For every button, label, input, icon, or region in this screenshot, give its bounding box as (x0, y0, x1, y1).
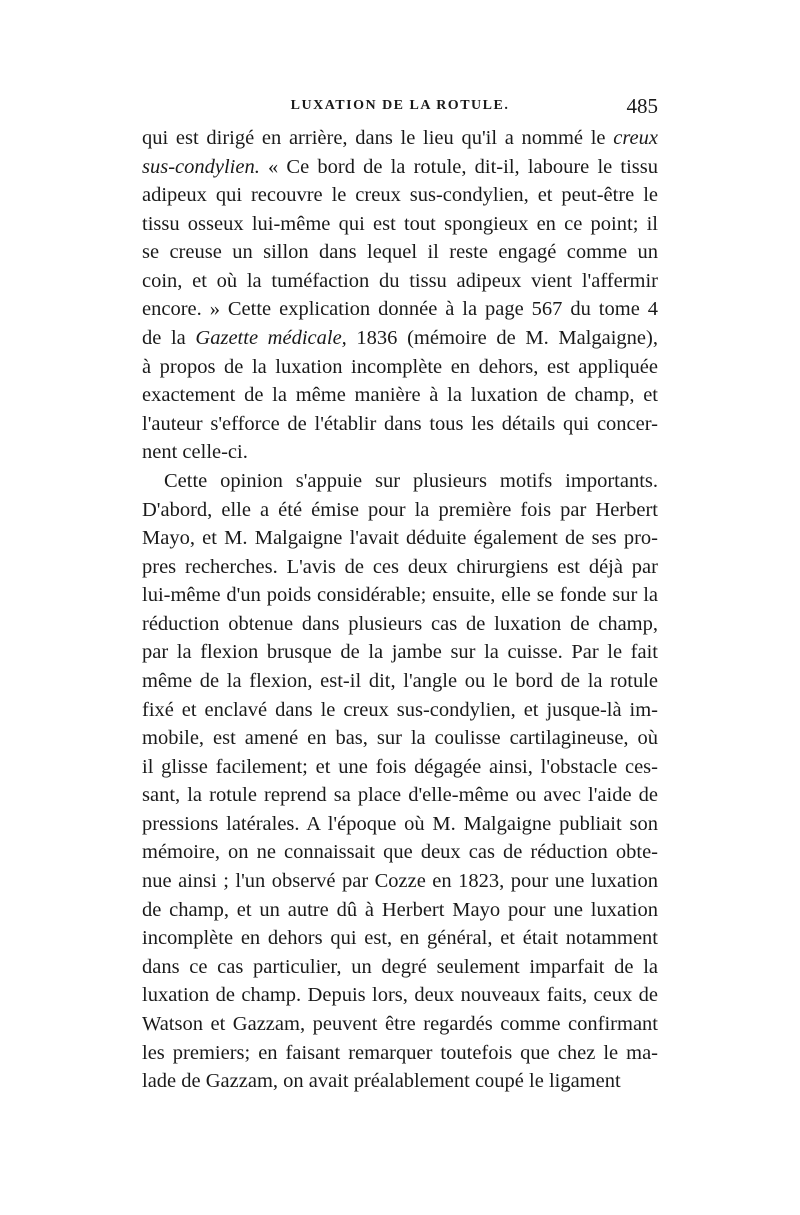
text-line (142, 953, 658, 982)
line-text: luxation de champ. Depuis lors, deux nouveaux faits, ceux de (142, 984, 658, 1007)
text-line (142, 467, 658, 496)
text-line (142, 153, 658, 182)
line-text: dans ce cas particulier, un degré seulement imparfait de la (142, 955, 658, 978)
text-line (142, 610, 658, 639)
body-text (142, 124, 658, 1096)
text-line (142, 1010, 658, 1039)
line-text: lui-même d'un poids considérable; ensuite, elle se fonde sur la (142, 584, 658, 607)
line-text: réduction obtenue dans plusieurs cas de luxation de champ, (142, 612, 658, 635)
text-line (142, 353, 658, 382)
line-text: de la (142, 327, 196, 350)
text-line (142, 438, 658, 467)
italic-text: Gazette médicale, (195, 327, 347, 350)
line-text: Cette opinion s'appuie sur plusieurs motifs importants. (164, 469, 658, 492)
text-line (142, 1067, 658, 1096)
text-line (142, 696, 658, 725)
text-line (142, 324, 658, 353)
line-text: adipeux qui recouvre le creux sus-condylien, et peut-être le (142, 184, 658, 207)
line-text: il glisse facilement; et une fois dégagée ainsi, l'obstacle ces- (142, 755, 658, 778)
text-line (142, 553, 658, 582)
line-text: l'auteur s'efforce de l'établir dans tous les détails qui concer- (142, 412, 658, 435)
line-text: les premiers; en faisant remarquer toutefois que chez le ma- (142, 1041, 658, 1064)
line-text: tissu osseux lui-même qui est tout spongieux en ce point; il (142, 212, 658, 235)
text-line (142, 924, 658, 953)
text-line (142, 295, 658, 324)
line-text: Watson et Gazzam, peuvent être regardés comme confirmant (142, 1012, 658, 1035)
text-line (142, 238, 658, 267)
text-line (142, 838, 658, 867)
line-text: 1836 (mémoire de M. Malgaigne), (346, 327, 658, 350)
text-line (142, 410, 658, 439)
line-text: encore. » Cette explication donnée à la page 567 du tome 4 (142, 298, 658, 321)
line-text: de champ, et un autre dû à Herbert Mayo pour une luxation (142, 898, 658, 921)
text-line (142, 496, 658, 525)
text-line (142, 381, 658, 410)
line-text: Mayo, et M. Malgaigne l'avait déduite également de ses pro- (142, 527, 658, 550)
text-line (142, 896, 658, 925)
line-text: pressions latérales. A l'époque où M. Malgaigne publiait son (142, 812, 658, 835)
line-text: D'abord, elle a été émise pour la première fois par Herbert (142, 498, 658, 521)
line-text: sant, la rotule reprend sa place d'elle-même ou avec l'aide de (142, 784, 658, 807)
text-line (142, 981, 658, 1010)
running-head: LUXATION DE LA ROTULE. (290, 98, 510, 113)
line-text: à propos de la luxation incomplète en dehors, est appliquée (142, 355, 658, 378)
text-line (142, 210, 658, 239)
text-line (142, 267, 658, 296)
text-line (142, 524, 658, 553)
text-line (142, 810, 658, 839)
text-line (142, 667, 658, 696)
text-line (142, 867, 658, 896)
text-line (142, 638, 658, 667)
line-text: fixé et enclavé dans le creux sus-condylien, et jusque-là im- (142, 698, 658, 721)
line-text: lade de Gazzam, on avait préalablement coupé le ligament (142, 1070, 621, 1093)
page-header (142, 94, 658, 120)
text-line (142, 753, 658, 782)
italic-text: sus-condylien. (142, 155, 260, 178)
line-text: pres recherches. L'avis de ces deux chirurgiens est déjà par (142, 555, 658, 578)
line-text: coin, et où la tuméfaction du tissu adipeux vient l'affermir (142, 269, 658, 292)
line-text: mobile, est amené en bas, sur la coulisse cartilagineuse, où (142, 727, 658, 750)
italic-text: creux (613, 127, 658, 149)
text-line (142, 1039, 658, 1068)
line-text: par la flexion brusque de la jambe sur la cuisse. Par le fait (142, 641, 658, 664)
line-text: même de la flexion, est-il dit, l'angle ou le bord de la rotule (142, 669, 658, 692)
line-text: exactement de la même manière à la luxation de champ, et (142, 384, 658, 407)
text-line (142, 724, 658, 753)
line-text: « Ce bord de la rotule, dit-il, laboure le tissu (259, 155, 658, 178)
line-text: nent celle-ci. (142, 441, 248, 464)
line-text: mémoire, on ne connaissait que deux cas de réduction obte- (142, 841, 658, 864)
line-text: incomplète en dehors qui est, en général, et était notamment (142, 927, 658, 950)
line-text: nue ainsi ; l'un observé par Cozze en 1823, pour une luxation (142, 870, 658, 893)
line-text: qui est dirigé en arrière, dans le lieu qu'il a nommé le (142, 127, 614, 149)
text-line (142, 124, 658, 153)
text-line (142, 181, 658, 210)
text-line (142, 581, 658, 610)
line-text: se creuse un sillon dans lequel il reste engagé comme un (142, 241, 658, 264)
text-line (142, 781, 658, 810)
page-number: 485 (626, 94, 658, 118)
